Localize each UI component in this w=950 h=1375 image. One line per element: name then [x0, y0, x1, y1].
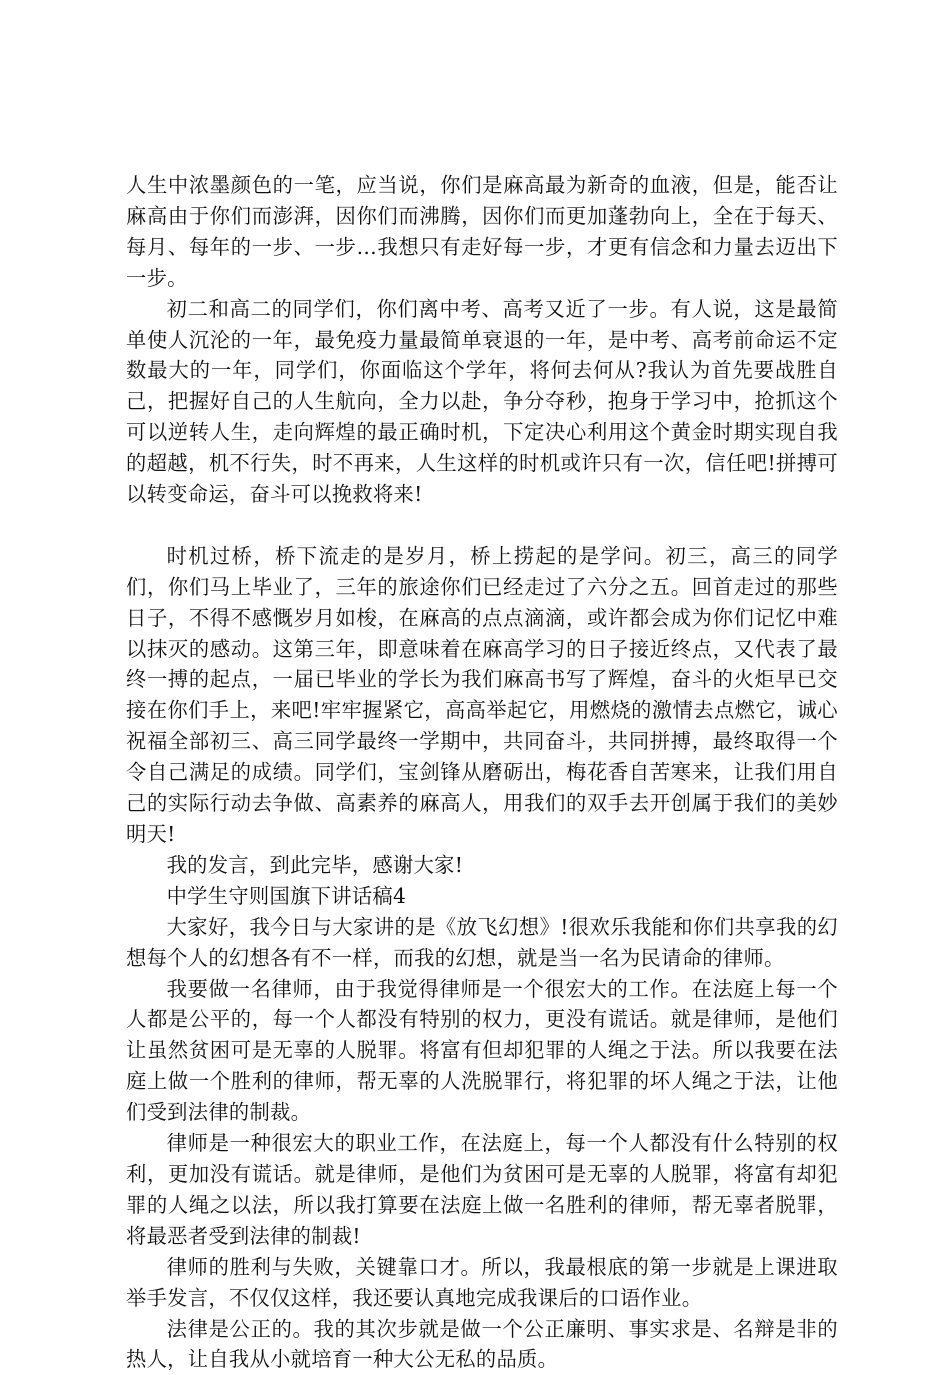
paragraph: 我要做一名律师，由于我觉得律师是一个很宏大的工作。在法庭上每一个人都是公平的，每一个人都没有特别的权力，更没有谎话。就是律师，是他们让虽然贫困可是无辜的人脱罪。将富有但却犯罪的人绳之于法。所以我要在法庭上做一个胜利的律师，帮无辜的人洗脱罪行，将犯罪的坏人绳之于法，让他们受到法律的制裁。	[126, 976, 838, 1125]
paragraph: 大家好，我今日与大家讲的是《放飞幻想》!很欢乐我能和你们共享我的幻想每个人的幻想各有不一样，而我的幻想，就是当一名为民请命的律师。	[126, 914, 838, 970]
paragraph: 初二和高二的同学们，你们离中考、高考又近了一步。有人说，这是最简单使人沉沦的一年，最免疫力量最简单衰退的一年，是中考、高考前命运不定数最大的一年，同学们，你面临这个学年，将何去何从?我认为首先要战胜自己，把握好自己的人生航向，全力以赴，争分夺秒，抱身于学习中，抢抓这个可以逆转人生，走向辉煌的最正确时机，下定决心利用这个黄金时期实现自我的超越，机不行失，时不再来，人生这样的时机或许只有一次，信任吧!拼搏可以转变命运，奋斗可以挽救将来!	[126, 296, 838, 507]
section-heading: 中学生守则国旗下讲话稿4	[166, 883, 407, 908]
paragraph: 律师的胜利与失败，关键靠口才。所以，我最根底的第一步就是上课进取举手发言，不仅仅这样，我还要认真地完成我课后的口语作业。	[126, 1254, 838, 1310]
paragraph: 我的发言，到此完毕，感谢大家!	[166, 852, 464, 877]
paragraph: 人生中浓墨颜色的一笔，应当说，你们是麻高最为新奇的血液，但是，能否让麻高由于你们而澎湃，因你们而沸腾，因你们而更加蓬勃向上，全在于每天、每月、每年的一步、一步…我想只有走好每一步，才更有信念和力量去迈出下一步。	[126, 173, 838, 290]
paragraph: 律师是一种很宏大的职业工作，在法庭上，每一个人都没有什么特别的权利，更加没有谎话。就是律师，是他们为贫困可是无辜的人脱罪，将富有却犯罪的人绳之以法，所以我打算要在法庭上做一名胜利的律师，帮无辜者脱罪，将最恶者受到法律的制裁!	[126, 1131, 838, 1248]
document-body	[126, 170, 838, 1375]
paragraph: 法律是公正的。我的其次步就是做一个公正廉明、事实求是、名辩是非的热人，让自我从小就培育一种大公无私的品质。	[126, 1316, 838, 1372]
paragraph: 时机过桥，桥下流走的是岁月，桥上捞起的是学问。初三，高三的同学们，你们马上毕业了，三年的旅途你们已经走过了六分之五。回首走过的那些日子，不得不感慨岁月如梭，在麻高的点点滴滴，或许都会成为你们记忆中难以抹灭的感动。这第三年，即意味着在麻高学习的日子接近终点，又代表了最终一搏的起点，一届已毕业的学长为我们麻高书写了辉煌，奋斗的火炬早已交接在你们手上，来吧!牢牢握紧它，高高举起它，用燃烧的激情去点燃它，诚心祝福全部初三、高三同学最终一学期中，共同奋斗，共同拼搏，最终取得一个令自己满足的成绩。同学们，宝剑锋从磨砺出，梅花香自苦寒来，让我们用自己的实际行动去争做、高素养的麻高人，用我们的双手去开创属于我们的美妙明天!	[126, 543, 838, 847]
